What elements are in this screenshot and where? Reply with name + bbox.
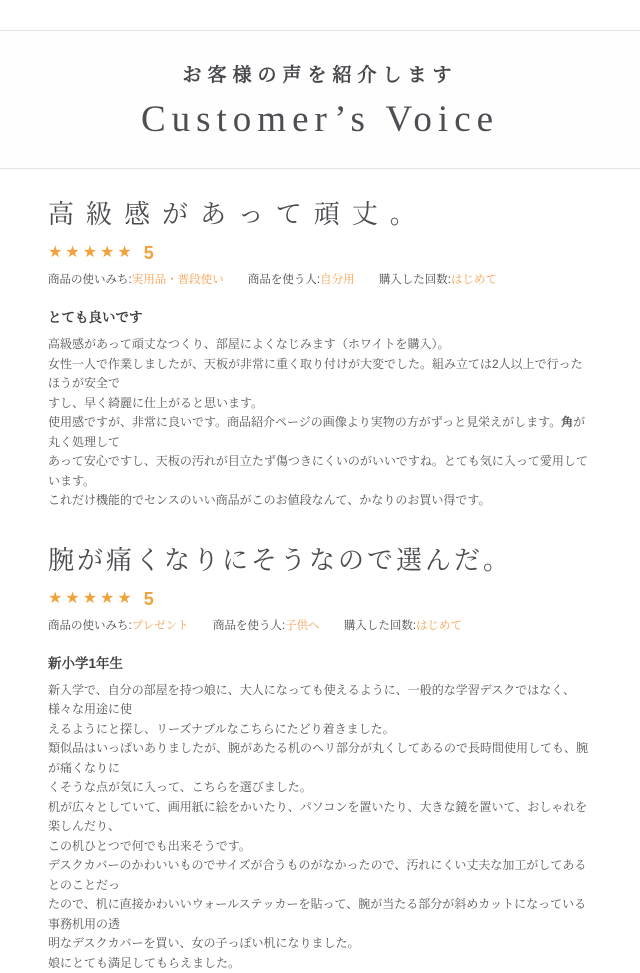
review-meta-item bbox=[379, 274, 497, 286]
review-card bbox=[48, 194, 592, 511]
review-body-line: デスクカバーのかわいいものでサイズが合うものがなかったので、汚れにくい丈夫な加工がしてあるとのことだっ bbox=[48, 856, 592, 895]
review-body-line: この机ひとつで何でも出来そうです。 bbox=[48, 837, 592, 857]
review-meta-item bbox=[344, 620, 462, 632]
meta-label: 購入した回数: bbox=[379, 274, 451, 286]
review-body-line: 新入学で、自分の部屋を持つ娘に、大人になっても使えるように、一般的な学習デスクではなく、様々な用途に使 bbox=[48, 681, 592, 720]
review-body-line: くそうな点が気に入って、こちらを選びました。 bbox=[48, 778, 592, 798]
review-body-line: 女性一人で作業しましたが、天板が非常に重く取り付けが大変でした。組み立ては2人以上で行ったほうが安全で bbox=[48, 355, 592, 394]
meta-label: 商品を使う人: bbox=[248, 274, 320, 286]
review-meta-row bbox=[48, 271, 592, 287]
meta-value: 自分用 bbox=[320, 274, 355, 286]
meta-value: プレゼント bbox=[132, 620, 189, 632]
meta-value: 子供へ bbox=[285, 620, 320, 632]
meta-label: 商品の使いみち: bbox=[48, 274, 132, 286]
review-meta-item bbox=[248, 274, 355, 286]
meta-value: 実用品・普段使い bbox=[132, 274, 224, 286]
review-card bbox=[48, 540, 592, 973]
top-spacer bbox=[0, 0, 640, 30]
review-body-line: 娘にとても満足してもらえました。 bbox=[48, 954, 592, 973]
review-body-line: すし、早く綺麗に仕上がると思います。 bbox=[48, 394, 592, 414]
meta-value: はじめて bbox=[416, 620, 462, 632]
review-body-line: たので、机に直接かわいいウォールステッカーを貼って、腕が当たる部分が斜めカットになっている事務机用の透 bbox=[48, 895, 592, 934]
meta-label: 商品を使う人: bbox=[213, 620, 285, 632]
meta-label: 商品の使いみち: bbox=[48, 620, 132, 632]
review-title: 新小学1年生 bbox=[48, 652, 592, 672]
meta-label: 購入した回数: bbox=[344, 620, 416, 632]
review-meta-item bbox=[213, 620, 320, 632]
review-body-line: 類似品はいっぱいありましたが、腕があたる机のヘリ部分が丸くしてあるので長時間使用しても、腕が痛くなりに bbox=[48, 739, 592, 778]
section-header bbox=[0, 30, 640, 169]
review-meta-row bbox=[48, 617, 592, 633]
review-body-line: これだけ機能的でセンスのいい商品がこのお値段なんて、かなりのお買い得です。 bbox=[48, 491, 592, 511]
review-rating bbox=[48, 244, 592, 262]
review-headline: 高級感があって頑丈。 bbox=[48, 194, 592, 231]
section-title-english: Customer’s Voice bbox=[0, 98, 640, 141]
section-title-japanese: お客様の声を紹介します bbox=[0, 60, 640, 87]
review-body-line: 机が広々としていて、画用紙に絵をかいたり、パソコンを置いたり、大きな鏡を置いて、おしゃれを楽しんだり、 bbox=[48, 798, 592, 837]
meta-value: はじめて bbox=[451, 274, 497, 286]
review-score-value: 5 bbox=[144, 590, 154, 608]
review-body-line: 使用感ですが、非常に良いです。商品紹介ページの画像より実物の方がずっと見栄えがします。角が丸く処理して bbox=[48, 413, 592, 452]
reviews-list bbox=[0, 194, 640, 973]
star-rating-icon: ★★★★★ bbox=[48, 591, 135, 607]
review-body-line: あって安心ですし、天板の汚れが目立たず傷つきにくいのがいいですね。とても気に入って愛用しています。 bbox=[48, 452, 592, 491]
review-rating bbox=[48, 590, 592, 608]
review-body bbox=[48, 335, 592, 511]
star-rating-icon: ★★★★★ bbox=[48, 245, 135, 261]
review-score-value: 5 bbox=[144, 244, 154, 262]
review-meta-item bbox=[48, 620, 189, 632]
review-body-line: 高級感があって頑丈なつくり、部屋によくなじみます（ホワイトを購入）。 bbox=[48, 335, 592, 355]
review-title: とても良いです bbox=[48, 306, 592, 326]
review-body-line: 明なデスクカバーを買い、女の子っぽい机になりました。 bbox=[48, 934, 592, 954]
review-meta-item bbox=[48, 274, 224, 286]
review-body-line: えるようにと探し、リーズナブルなこちらにたどり着きました。 bbox=[48, 720, 592, 740]
review-headline: 腕が痛くなりにそうなので選んだ。 bbox=[48, 540, 592, 577]
review-body bbox=[48, 681, 592, 973]
